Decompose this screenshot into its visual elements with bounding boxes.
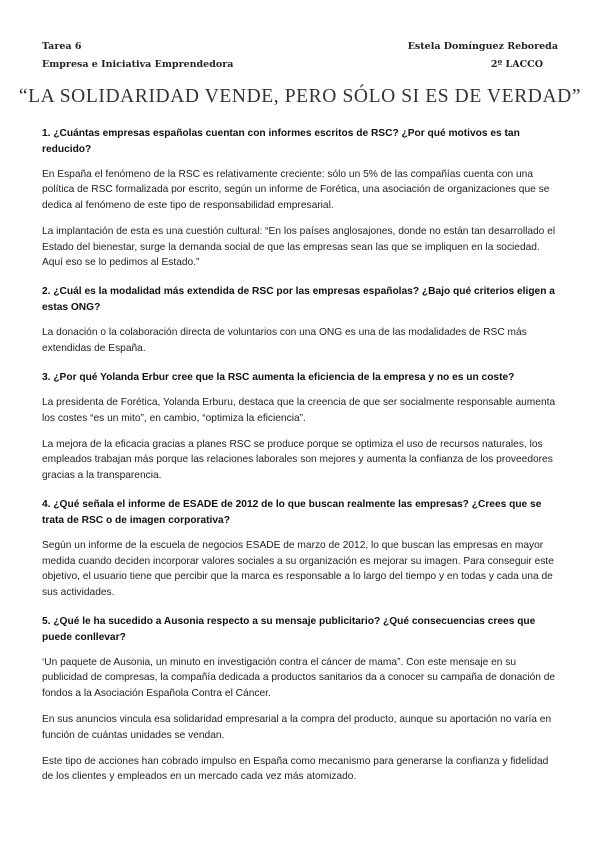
- question-5: 5. ¿Qué le ha sucedido a Ausonia respecto a su mensaje publicitario? ¿Qué consecuencias crees que puede conllevar?: [42, 615, 536, 643]
- document-title: “LA SOLIDARIDAD VENDE, PERO SÓLO SI ES DE VERDAD”: [18, 86, 582, 107]
- answer-paragraph: En sus anuncios vincula esa solidaridad empresarial a la compra del producto, aunque su aportación no varía en función de cuántas unidades se vendan.: [42, 714, 552, 741]
- section-5: [42, 614, 560, 785]
- answer-paragraph: En España el fenómeno de la RSC es relativamente creciente: sólo un 5% de las compañías cuenta con una política de RSC formalizada por escrito, según un informe de Forética, una asociación de organizaciones que se dedica al fenómeno de este tipo de responsabilidad empresarial.: [42, 169, 550, 211]
- section-4: [42, 497, 560, 600]
- question-4: 4. ¿Qué señala el informe de ESADE de 2012 de lo que buscan realmente las empresas? ¿Crees que se trata de RSC o de imagen corporativa?: [42, 499, 542, 527]
- question-2: 2. ¿Cuál es la modalidad más extendida de RSC por las empresas españolas? ¿Bajo qué criterios eligen a estas ONG?: [42, 286, 555, 314]
- course-label: 2º LACCO: [490, 59, 543, 70]
- answer-paragraph: Según un informe de la escuela de negocios ESADE de marzo de 2012, lo que buscan las empresas en mayor medida cuando deciden incorporar valores sociales a su organización es mejorar su imagen. Para conseguir este objetivo, el usuario tiene que percibir que la marca es responsable a lo largo del tiempo y en todas y cada una de sus actividades.: [42, 540, 554, 598]
- answer-paragraph: La mejora de la eficacia gracias a planes RSC se produce porque se optimiza el uso de recursos naturales, los empleados trabajan más porque las relaciones laborales son mejores y aumenta la confianza de los proveedores gracias a la transparencia.: [42, 439, 553, 481]
- page-header: [42, 38, 558, 74]
- question-1: 1. ¿Cuántas empresas españolas cuentan con informes escritos de RSC? ¿Por qué motivos es tan reducido?: [42, 128, 520, 155]
- answer-paragraph: La donación o la colaboración directa de voluntarios con una ONG es una de las modalidades de RSC más extendidas de España.: [42, 327, 527, 354]
- answer-paragraph: La presidenta de Forética, Yolanda Erburu, destaca que la creencia de que ser socialmente responsable aumenta los costes “es un mito”, en cambio, “optimiza la eficiencia”.: [42, 397, 556, 424]
- answer-paragraph: ‘Un paquete de Ausonia, un minuto en investigación contra el cáncer de mama”. Con este mensaje en su publicidad de compresas, la compañía dedicada a productos sanitarios da a conocer su campaña de donación de fondos a la Asociación Española Contra el Cáncer.: [42, 656, 556, 699]
- question-3: 3. ¿Por qué Yolanda Erbur cree que la RSC aumenta la eficiencia de la empresa y no es un coste?: [42, 372, 515, 384]
- task-label: Tarea 6: [42, 41, 82, 52]
- answer-paragraph: Este tipo de acciones han cobrado impulso en España como mecanismo para generarse la confianza y fidelidad de los clientes y empleados en un mercado cada vez más atomizado.: [42, 755, 549, 783]
- subject-label: Empresa e Iniciativa Emprendedora: [42, 59, 234, 70]
- section-1: [42, 126, 560, 270]
- answer-paragraph: La implantación de esta es una cuestión cultural: “En los países anglosajones, donde no están tan desarrollado el Estado del bienestar, surge la demanda social de que las empresas sean las que se impliquen en la sociedad. Aquí eso se lo pedimos al Estado.”: [42, 226, 556, 269]
- section-3: [42, 370, 560, 483]
- document-body: [42, 126, 560, 796]
- section-2: [42, 284, 560, 356]
- author-name: Estela Domínguez Reboreda: [407, 41, 558, 52]
